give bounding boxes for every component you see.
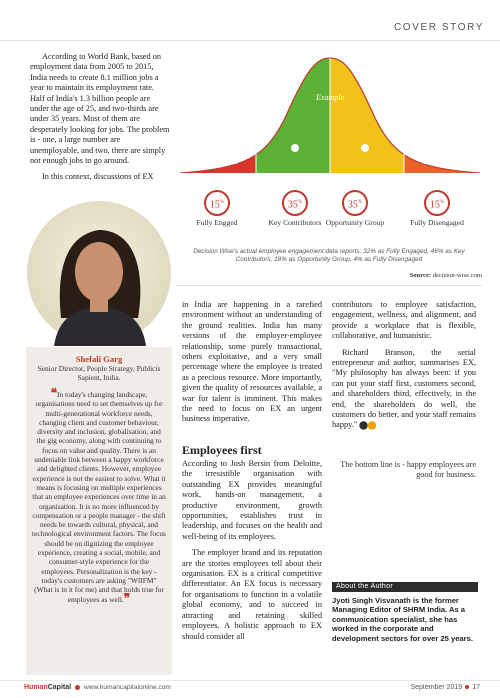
about-author-text: Jyoti Singh Visvanath is the former Managing Editor of SHRM India. As a communication specialist, she has worked in the corporate and development sectors for over 25 years. [332, 596, 473, 643]
quote-open-icon: ❝ [50, 386, 58, 400]
intro-column [30, 52, 170, 189]
percent-badge-fully-disengaged: 15% [424, 190, 450, 216]
quote-close-icon: ❞ [123, 590, 131, 605]
footer-date: September 2019 [410, 684, 463, 691]
section-heading: Employees first [182, 443, 262, 457]
hr-logo-icon [359, 421, 377, 430]
chart-divider [176, 285, 482, 286]
bell-curve-svg [175, 48, 485, 173]
footer-brand-logo: HumanCapital [24, 684, 72, 691]
intro-paragraph: According to World Bank, based on employment data from 2005 to 2015, India needs to create 8.1 million jobs a year to maintain its employment rate. Half of India's 1.3 billion people are under the age of 25, and two-thirds are under 35 years. Most of them are desperately looking for jobs. The problem is - one, a large number are unemployable, and two, there are simply not enough jobs to go around. [30, 52, 170, 166]
about-author-label: About the Author [336, 583, 393, 590]
percent-badge-opportunity-group: 35% [342, 190, 368, 216]
percent-badge-key-contributors: 35% [282, 190, 308, 216]
chart-caption: Decision Wise's actual employee engagement data reports: 32% as Fully Engaged, 46% as Key Contributors, 18% as Opportunity Group, 4% as Fully Disengaged [193, 248, 465, 263]
header-divider [0, 40, 500, 41]
chart-source: Source: decision-wise.com [409, 272, 482, 279]
footer-dot-icon [75, 685, 80, 690]
segment-opportunity-group [330, 48, 404, 173]
profile-name: Shefali Garg [75, 354, 123, 364]
label-key-contributors: Key Contributors [268, 218, 322, 227]
label-fully-disengaged: Fully Disengaged [410, 218, 464, 227]
main-column-3 [332, 300, 476, 437]
main-column-2 [182, 300, 322, 431]
main-column-2-continued [182, 459, 322, 648]
label-fully-engaged: Fully Engged [196, 218, 238, 227]
percent-badge-fully-engaged: 15% [204, 190, 230, 216]
segment-key-contributors [256, 48, 330, 173]
label-opportunity-group: Opportunity Group [325, 218, 385, 227]
footer-divider [0, 680, 500, 681]
bell-curve-chart [175, 48, 485, 173]
page-number: 17 [472, 684, 480, 691]
footer-page-info [410, 684, 480, 691]
body-paragraph: According to Josh Bersin from Deloitte, the irresistible organisation with outstanding EX provides meaningful work, hands-on management, a productive environment, growth opportunities, establishes trust in leadership, and focuses on the health and well-being of its employees. [182, 459, 322, 541]
body-paragraph: contributors to employee satisfaction, engagement, wellness, and alignment, and provide a workplace that is flexible, collaborative, and humanistic. [332, 300, 476, 341]
profile-photo [26, 200, 172, 346]
profile-quote: ❝In today's changing landscape, organisations need to set themselves up for multi-generational workforce needs, changing client and customer behaviour, diversity and inclusion, globalisation, and the gig economy, along with continuing to focus on value and quality. There is an undeniable link between a happy workforce and delighted clients. However, employee experience is not the easiest to solve. What it means is focusing on multiple experiences that an employee experiences over time in an organisation. It is no more influenced by compensation or a people manager - the shift needs be towards cultural, physical, and technological environment factors. The focus should be on digitizing the employee experience, creating a social, mobile, and consumer-style experience for the employees. Personalization is the key - today's customers are asking "WIIFM" (What is in it for me) and that holds true for employees as well.❞ [32, 386, 166, 605]
intro-paragraph: In this context, discussions of EX [42, 172, 154, 182]
footer-separator-icon [465, 685, 469, 689]
body-paragraph: The employer brand and its reputation are the stories employees tell about their organisation. EX is a critical competitive differentiator. An EX focus is necessary for organisations to function in a volatile global economy, and to succeed in attracting and retaining skilled employees. A holistic approach to EX should consider all [182, 548, 322, 641]
profile-title: Senior Director, People Strategy, Publicis Sapient, India. [37, 364, 161, 382]
pull-quote: The bottom line is - happy employees are good for business. [340, 460, 476, 479]
segment-fully-engaged [175, 48, 256, 173]
section-label: COVER STORY [393, 22, 484, 33]
body-paragraph: in India are happening in a rarefied environment without an understanding of the ground realities. India has many versions of the employer-employee relationship, some purely transactional, others exploitative, and a very small percentage where the employee is treated as a precious resource. More importantly, given the quality of resources available, a war for talent is imminent. This makes the need to focus on EX an urgent business imperative. [182, 300, 322, 424]
curve-label: Example [316, 93, 344, 102]
body-paragraph: Richard Branson, the serial entrepreneur and author, summarises EX, "My philosophy has always been: if you can put your staff first, customers second, and shareholders third, effectively, in the end, the shareholders do well, the customers do better, and your staff remains happy." [332, 347, 476, 430]
segment-fully-disengaged [404, 48, 485, 173]
footer-url[interactable]: www.humancapitalonline.com [84, 684, 171, 691]
